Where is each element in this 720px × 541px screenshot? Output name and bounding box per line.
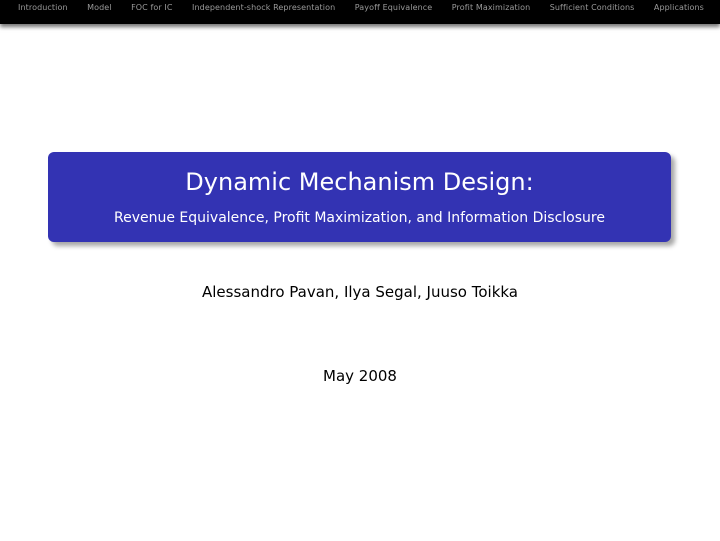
nav-item-model[interactable]: Model	[87, 3, 112, 12]
slide-title: Dynamic Mechanism Design:	[185, 168, 534, 196]
title-box	[48, 152, 671, 242]
authors: Alessandro Pavan, Ilya Segal, Juuso Toikka	[201, 283, 519, 301]
nav-item-profit-maximization[interactable]: Profit Maximization	[451, 3, 531, 12]
nav-item-sufficient-conditions[interactable]: Sufficient Conditions	[549, 3, 635, 12]
slide-subtitle: Revenue Equivalence, Profit Maximization, and Information Disclosure	[114, 210, 605, 226]
presentation-date: May 2008	[323, 367, 397, 385]
nav-item-foc-for-ic[interactable]: FOC for IC	[131, 3, 173, 12]
nav-item-introduction[interactable]: Introduction	[18, 3, 68, 12]
nav-item-applications[interactable]: Applications	[653, 3, 704, 12]
section-navigation-bar	[0, 0, 720, 24]
nav-item-payoff-equivalence[interactable]: Payoff Equivalence	[354, 3, 433, 12]
nav-item-independent-shock-representation[interactable]: Independent-shock Representation	[192, 3, 336, 12]
